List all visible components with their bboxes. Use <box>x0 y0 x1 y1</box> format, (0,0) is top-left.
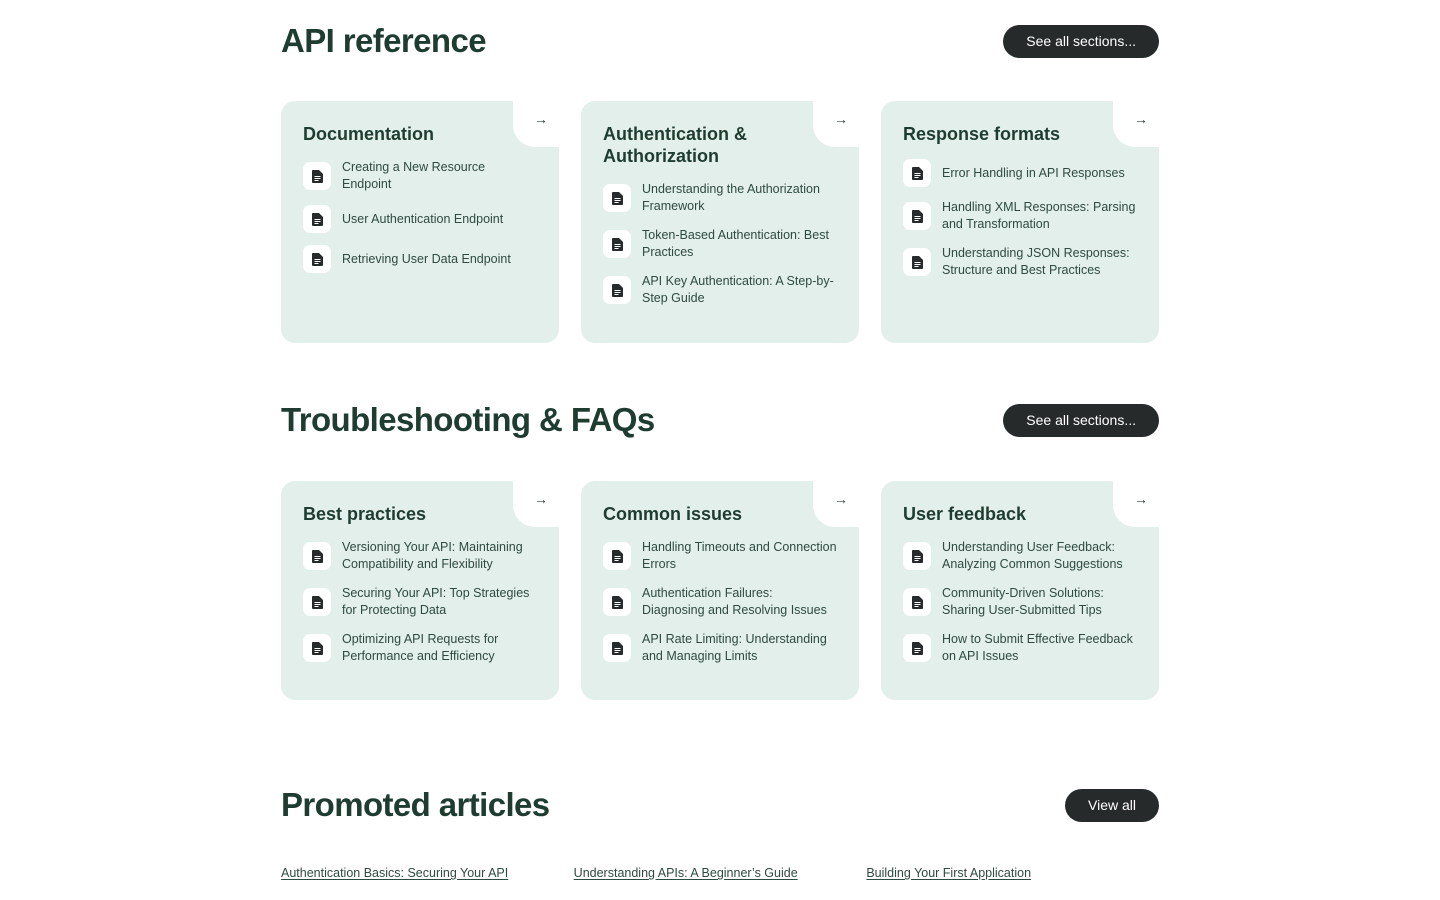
section-header-troubleshooting <box>281 401 1159 439</box>
article-title: Creating a New Resource Endpoint <box>342 160 486 191</box>
card-title: Documentation <box>303 124 435 144</box>
arrow-right-icon[interactable]: → <box>834 111 848 127</box>
article-title: Securing Your API: Top Strategies for Protecting Data <box>342 586 530 617</box>
document-icon <box>603 542 631 570</box>
article-link[interactable] <box>903 159 1137 187</box>
document-icon <box>303 634 331 662</box>
document-icon <box>603 634 631 662</box>
article-title: Handling XML Responses: Parsing and Transformation <box>942 200 1136 231</box>
category-card-authentication[interactable] <box>581 101 859 343</box>
article-title: Understanding the Authorization Framework <box>642 182 820 213</box>
section-title: Promoted articles <box>281 786 550 823</box>
article-title: Token-Based Authentication: Best Practices <box>642 228 829 259</box>
see-all-sections-button[interactable]: See all sections... <box>1003 25 1159 58</box>
card-title: Response formats <box>903 124 1061 144</box>
category-card-common-issues[interactable] <box>581 481 859 700</box>
promoted-articles-list <box>281 866 1159 880</box>
document-icon <box>903 248 931 276</box>
article-link[interactable] <box>303 205 537 233</box>
article-title: Error Handling in API Responses <box>942 165 1125 180</box>
document-icon <box>303 205 331 233</box>
article-link[interactable] <box>303 159 537 193</box>
article-link[interactable] <box>903 539 1137 573</box>
promoted-article-link[interactable]: Understanding APIs: A Beginner’s Guide <box>573 866 798 880</box>
article-link[interactable] <box>303 245 537 273</box>
document-icon <box>903 634 931 662</box>
document-icon <box>303 588 331 616</box>
document-icon <box>603 230 631 258</box>
article-title: Handling Timeouts and Connection Errors <box>642 540 837 571</box>
card-grid-api-reference <box>281 101 1159 343</box>
article-link[interactable] <box>903 245 1137 279</box>
article-title: How to Submit Effective Feedback on API Issues <box>942 632 1133 663</box>
arrow-right-icon[interactable]: → <box>534 491 548 507</box>
card-title: User feedback <box>903 504 1027 524</box>
article-link[interactable] <box>603 631 837 665</box>
article-link[interactable] <box>903 199 1137 233</box>
card-title: Common issues <box>603 504 743 524</box>
promoted-article-link[interactable]: Building Your First Application <box>866 866 1032 880</box>
category-card-documentation[interactable] <box>281 101 559 343</box>
document-icon <box>603 276 631 304</box>
article-link[interactable] <box>603 585 837 619</box>
section-title: API reference <box>281 22 486 59</box>
category-card-response-formats[interactable] <box>881 101 1159 343</box>
section-header-promoted <box>281 786 1159 824</box>
article-link[interactable] <box>603 181 837 215</box>
document-icon <box>603 184 631 212</box>
article-title: Retrieving User Data Endpoint <box>342 251 511 266</box>
article-title: API Rate Limiting: Understanding and Managing Limits <box>642 632 827 663</box>
arrow-right-icon[interactable]: → <box>1134 491 1148 507</box>
article-link[interactable] <box>303 631 537 665</box>
card-title: Authentication & Authorization <box>603 124 747 166</box>
document-icon <box>903 202 931 230</box>
article-title: Community-Driven Solutions: Sharing User-Submitted Tips <box>942 586 1104 617</box>
category-card-best-practices[interactable] <box>281 481 559 700</box>
article-title: Versioning Your API: Maintaining Compatibility and Flexibility <box>342 540 523 571</box>
document-icon <box>903 588 931 616</box>
article-title: Optimizing API Requests for Performance and Efficiency <box>342 632 499 663</box>
document-icon <box>303 542 331 570</box>
article-title: API Key Authentication: A Step-by-Step Guide <box>642 274 834 305</box>
promoted-article-link[interactable]: Authentication Basics: Securing Your API <box>281 866 509 880</box>
view-all-button[interactable]: View all <box>1065 789 1159 822</box>
see-all-sections-button[interactable]: See all sections... <box>1003 404 1159 437</box>
card-grid-troubleshooting <box>281 481 1159 700</box>
section-header-api-reference <box>281 22 1159 60</box>
section-title: Troubleshooting & FAQs <box>281 401 655 438</box>
article-link[interactable] <box>903 631 1137 665</box>
article-title: Authentication Failures: Diagnosing and Resolving Issues <box>642 586 827 617</box>
arrow-right-icon[interactable]: → <box>534 111 548 127</box>
article-title: User Authentication Endpoint <box>342 211 504 226</box>
card-title: Best practices <box>303 504 427 524</box>
article-link[interactable] <box>303 585 537 619</box>
article-link[interactable] <box>903 585 1137 619</box>
article-title: Understanding User Feedback: Analyzing Common Suggestions <box>942 540 1123 571</box>
document-icon <box>303 245 331 273</box>
arrow-right-icon[interactable]: → <box>834 491 848 507</box>
article-link[interactable] <box>303 539 537 573</box>
document-icon <box>903 542 931 570</box>
article-link[interactable] <box>603 539 837 573</box>
article-link[interactable] <box>603 227 837 261</box>
category-card-user-feedback[interactable] <box>881 481 1159 700</box>
article-link[interactable] <box>603 273 837 307</box>
document-icon <box>603 588 631 616</box>
arrow-right-icon[interactable]: → <box>1134 111 1148 127</box>
document-icon <box>903 159 931 187</box>
article-title: Understanding JSON Responses: Structure and Best Practices <box>942 246 1130 277</box>
document-icon <box>303 162 331 190</box>
